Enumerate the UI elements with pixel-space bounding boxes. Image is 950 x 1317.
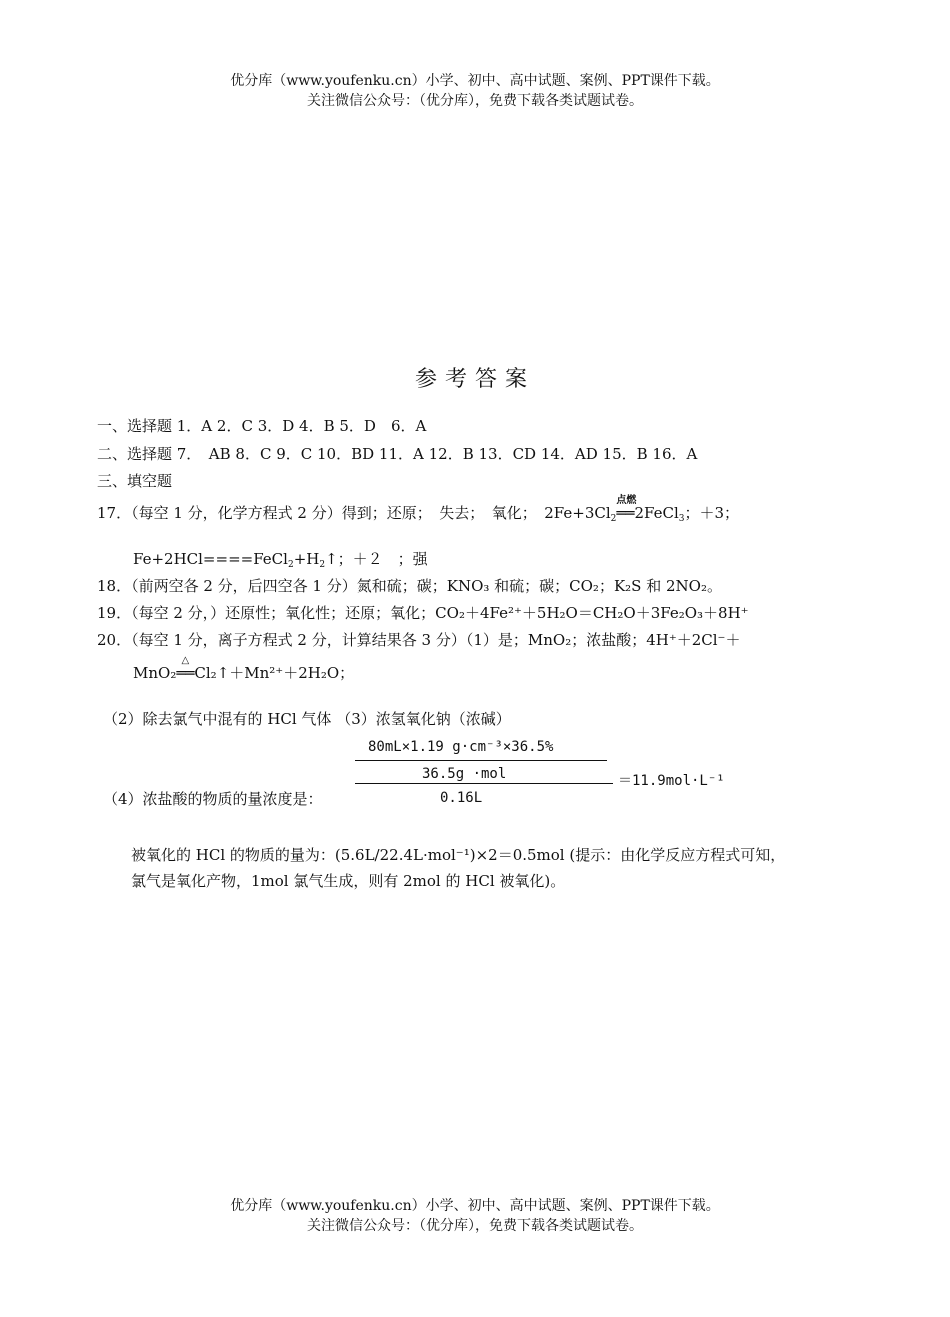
answer-17-eq2-b: +H — [293, 550, 320, 568]
fraction-denominator: 0.16L — [440, 790, 483, 806]
footer-line-1: 优分库（www.youfenku.cn）小学、初中、高中试题、案例、PPT课件下载。 — [230, 1198, 720, 1214]
oxidized-hcl-line-1: 被氧化的 HCl 的物质的量为：(5.6L/22.4L·mol⁻¹)×2＝0.5mol (提示：由化学反应方程式可知， — [131, 846, 786, 864]
answer-17-line-1: 17．（每空 1 分，化学方程式 2 分）得到；还原； 失去； 氧化； $2Fe+3Cl_2$ 点燃 ══2FeCl$_3$；＋3； — [97, 503, 739, 523]
answer-18: 18．（前两空各 2 分，后四空各 1 分）氮和硫；碳；KNO₃ 和硫；碳；CO₂；K₂S 和 2NO₂。 — [97, 577, 722, 595]
answer-17-product: 2FeCl — [634, 504, 679, 522]
page-header — [0, 71, 950, 111]
answer-17-line-2: $Fe+2HCl====FeCl_2+H_2↑$；＋２ ；强 — [133, 550, 428, 570]
fraction-numerator: 80mL×1.19 g·cm⁻³×36.5% — [368, 739, 554, 755]
fraction-inner-denominator: 36.5g ·mol — [422, 766, 507, 782]
fraction-inner-line — [355, 760, 607, 761]
fraction-main-line — [355, 783, 613, 784]
answer-20-part-2-3: （2）除去氯气中混有的 HCl 气体 （3）浓氢氧化钠（浓碱） — [103, 710, 511, 728]
answer-20-eq-a: MnO₂ — [133, 664, 177, 682]
reaction-condition-heat: △ ══ — [176, 663, 194, 683]
header-line-1: 优分库（www.youfenku.cn）小学、初中、高中试题、案例、PPT课件下载。 — [230, 73, 720, 89]
section-multiple-choice-2: 二、选择题 7． AB 8．C 9．C 10．BD 11．A 12．B 13．CD 14．AD 15．B 16．A — [97, 445, 698, 463]
answer-20-part-4-label: （4）浓盐酸的物质的量浓度是： — [103, 790, 323, 808]
answer-17-tail: ；＋3； — [684, 504, 740, 522]
answer-19: 19．（每空 2 分，）还原性；氧化性；还原；氧化；CO₂＋4Fe²⁺＋5H₂O＝CH₂O＋3Fe₂O₃＋8H⁺ — [97, 604, 749, 622]
oxidized-hcl-line-2: 氯气是氧化产物，1mol 氯气生成，则有 2mol 的 HCl 被氧化)。 — [131, 872, 566, 890]
condition-heat-label: △ — [181, 655, 190, 666]
condition-ignite-label: 点燃 — [616, 495, 637, 506]
reaction-condition: 点燃 ══ — [616, 503, 634, 523]
answer-20-eq-b: Cl₂↑＋Mn²⁺＋2H₂O； — [194, 664, 355, 682]
footer-line-2: 关注微信公众号：（优分库），免费下载各类试题试卷。 — [307, 1218, 643, 1234]
answer-20-line-1: 20．（每空 1 分，离子方程式 2 分，计算结果各 3 分）（1）是；MnO₂；浓盐酸；4H⁺＋2Cl⁻＋ — [97, 631, 741, 649]
header-line-2: 关注微信公众号：（优分库），免费下载各类试题试卷。 — [307, 93, 643, 109]
page-footer — [0, 1196, 950, 1236]
answer-20-line-2 — [133, 655, 355, 683]
section-multiple-choice-1: 一、选择题 1．A 2．C 3．D 4．B 5．D 6．A — [97, 417, 427, 435]
answer-17-eq2-a: Fe+2HCl====FeCl — [133, 550, 288, 568]
concentration-result: ＝11.9mol·L⁻¹ — [618, 773, 725, 789]
answer-17-eq2-c: ↑；＋２ ；强 — [325, 550, 428, 568]
page-title: 参考答案 — [414, 367, 535, 392]
section-fill-blank-heading: 三、填空题 — [97, 472, 173, 490]
answer-17-lead: 17．（每空 1 分，化学方程式 2 分）得到；还原； 失去； 氧化； 2Fe+3Cl — [97, 504, 611, 522]
